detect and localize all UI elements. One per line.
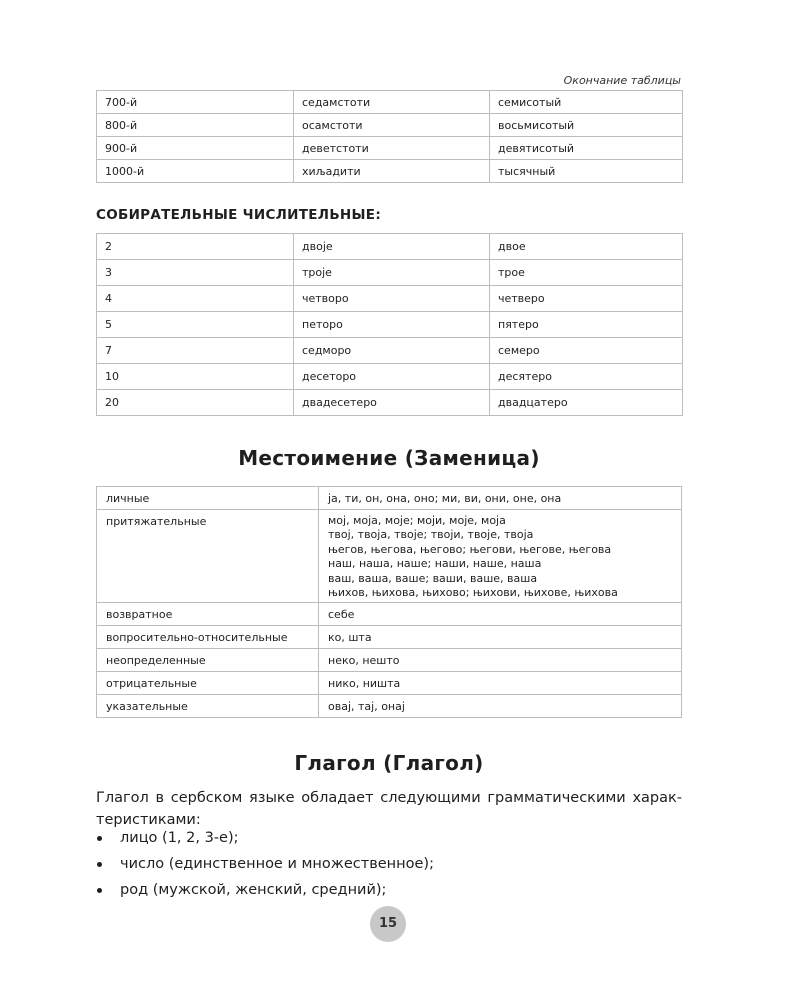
verb-intro-paragraph: Глагол в сербском языке обладает следующими грамматическими характеристиками: [96, 790, 682, 828]
table-row [97, 137, 683, 160]
table-row [97, 234, 683, 260]
pronoun-forms-cell [319, 510, 682, 603]
pronoun-form-line: његов, његова, његово; његови, његове, његова [328, 542, 612, 556]
table-cell-serbian: хиљадити [294, 160, 490, 183]
table-row [97, 695, 682, 718]
table-row [97, 626, 682, 649]
table-cell-russian: девятисотый [490, 137, 683, 160]
table-cell-number: 5 [97, 312, 294, 338]
table-cell-number: 800-й [97, 114, 294, 137]
table-row [97, 603, 682, 626]
table-cell-russian: четверо [490, 286, 683, 312]
list-item-text: род (мужской, женский, средний); [120, 882, 387, 898]
list-item [96, 853, 682, 879]
pronoun-type-cell: личные [97, 487, 319, 510]
table-row [97, 91, 683, 114]
page-number: 15 [370, 906, 406, 942]
bullet-icon [97, 836, 102, 841]
table-cell-russian: пятеро [490, 312, 683, 338]
collective-numerals-table [96, 233, 683, 416]
table-cell-number: 7 [97, 338, 294, 364]
table-cell-russian: семеро [490, 338, 683, 364]
pronoun-form-line: наш, наша, наше; наши, наше, наша [328, 557, 542, 571]
ordinal-numerals-table [96, 90, 683, 183]
table-row [97, 672, 682, 695]
table-cell-number: 4 [97, 286, 294, 312]
verb-section-heading: Глагол (Глагол) [294, 751, 484, 775]
pronoun-type-cell: указательные [97, 695, 319, 718]
table-cell-serbian: двадесетеро [294, 390, 490, 416]
table-cell-serbian: деветстоти [294, 137, 490, 160]
table-cell-serbian: десеторо [294, 364, 490, 390]
table-cell-number: 3 [97, 260, 294, 286]
table-row [97, 160, 683, 183]
table-row [97, 487, 682, 510]
table-cell-number: 1000-й [97, 160, 294, 183]
pronoun-form-line: њихов, њихова, њихово; њихови, њихове, њихова [328, 586, 618, 600]
pronoun-forms-cell: неко, нешто [319, 649, 682, 672]
table-cell-serbian: четворо [294, 286, 490, 312]
table-cell-number: 20 [97, 390, 294, 416]
pronoun-type-cell: вопросительно-относительные [97, 626, 319, 649]
table-row [97, 286, 683, 312]
pronoun-forms-cell: себе [319, 603, 682, 626]
table-cell-russian: трое [490, 260, 683, 286]
table-cell-number: 2 [97, 234, 294, 260]
pronoun-type-cell: неопределенные [97, 649, 319, 672]
table-row [97, 260, 683, 286]
table-cell-number: 900-й [97, 137, 294, 160]
pronoun-form-line: твој, твоја, твоје; твоји, твоје, твоја [328, 528, 534, 542]
table-row [97, 364, 683, 390]
list-item-text: лицо (1, 2, 3-е); [120, 830, 239, 846]
table-cell-number: 10 [97, 364, 294, 390]
table-cell-number: 700-й [97, 91, 294, 114]
table-row [97, 114, 683, 137]
table-cell-serbian: седморо [294, 338, 490, 364]
pronoun-forms-cell: ја, ти, он, она, оно; ми, ви, они, оне, она [319, 487, 682, 510]
table-cell-russian: десятеро [490, 364, 683, 390]
table-cell-russian: тысячный [490, 160, 683, 183]
pronoun-form-line: мој, моја, моје; моји, моје, моја [328, 514, 506, 527]
bullet-icon [97, 888, 102, 893]
table-cell-russian: семисотый [490, 91, 683, 114]
pronoun-type-cell: притяжательные [97, 510, 319, 603]
table-cell-russian: восьмисотый [490, 114, 683, 137]
pronoun-type-cell: возвратное [97, 603, 319, 626]
pronoun-forms-cell: нико, ништа [319, 672, 682, 695]
pronoun-forms-cell: овај, тај, онај [319, 695, 682, 718]
table-cell-serbian: седамстоти [294, 91, 490, 114]
pronouns-table [96, 486, 682, 718]
collective-numerals-heading: СОБИРАТЕЛЬНЫЕ ЧИСЛИТЕЛЬНЫЕ: [96, 207, 382, 223]
table-row [97, 312, 683, 338]
pronoun-section-heading: Местоимение (Заменица) [238, 446, 540, 470]
table-row [97, 338, 683, 364]
verb-characteristics-list [96, 827, 682, 905]
pronoun-forms-cell: ко, шта [319, 626, 682, 649]
pronoun-form-line: ваш, ваша, ваше; ваши, ваше, ваша [328, 571, 538, 585]
pronoun-type-cell: отрицательные [97, 672, 319, 695]
table-cell-serbian: двоје [294, 234, 490, 260]
table-row [97, 390, 683, 416]
table-cell-russian: двадцатеро [490, 390, 683, 416]
table-cell-serbian: петоро [294, 312, 490, 338]
table-cell-serbian: осамстоти [294, 114, 490, 137]
table-continuation-caption: Окончание таблицы [563, 74, 681, 87]
list-item [96, 827, 682, 853]
table-row [97, 510, 682, 603]
table-cell-serbian: троје [294, 260, 490, 286]
list-item [96, 879, 682, 905]
list-item-text: число (единственное и множественное); [120, 856, 434, 872]
table-cell-russian: двое [490, 234, 683, 260]
table-row [97, 649, 682, 672]
bullet-icon [97, 862, 102, 867]
